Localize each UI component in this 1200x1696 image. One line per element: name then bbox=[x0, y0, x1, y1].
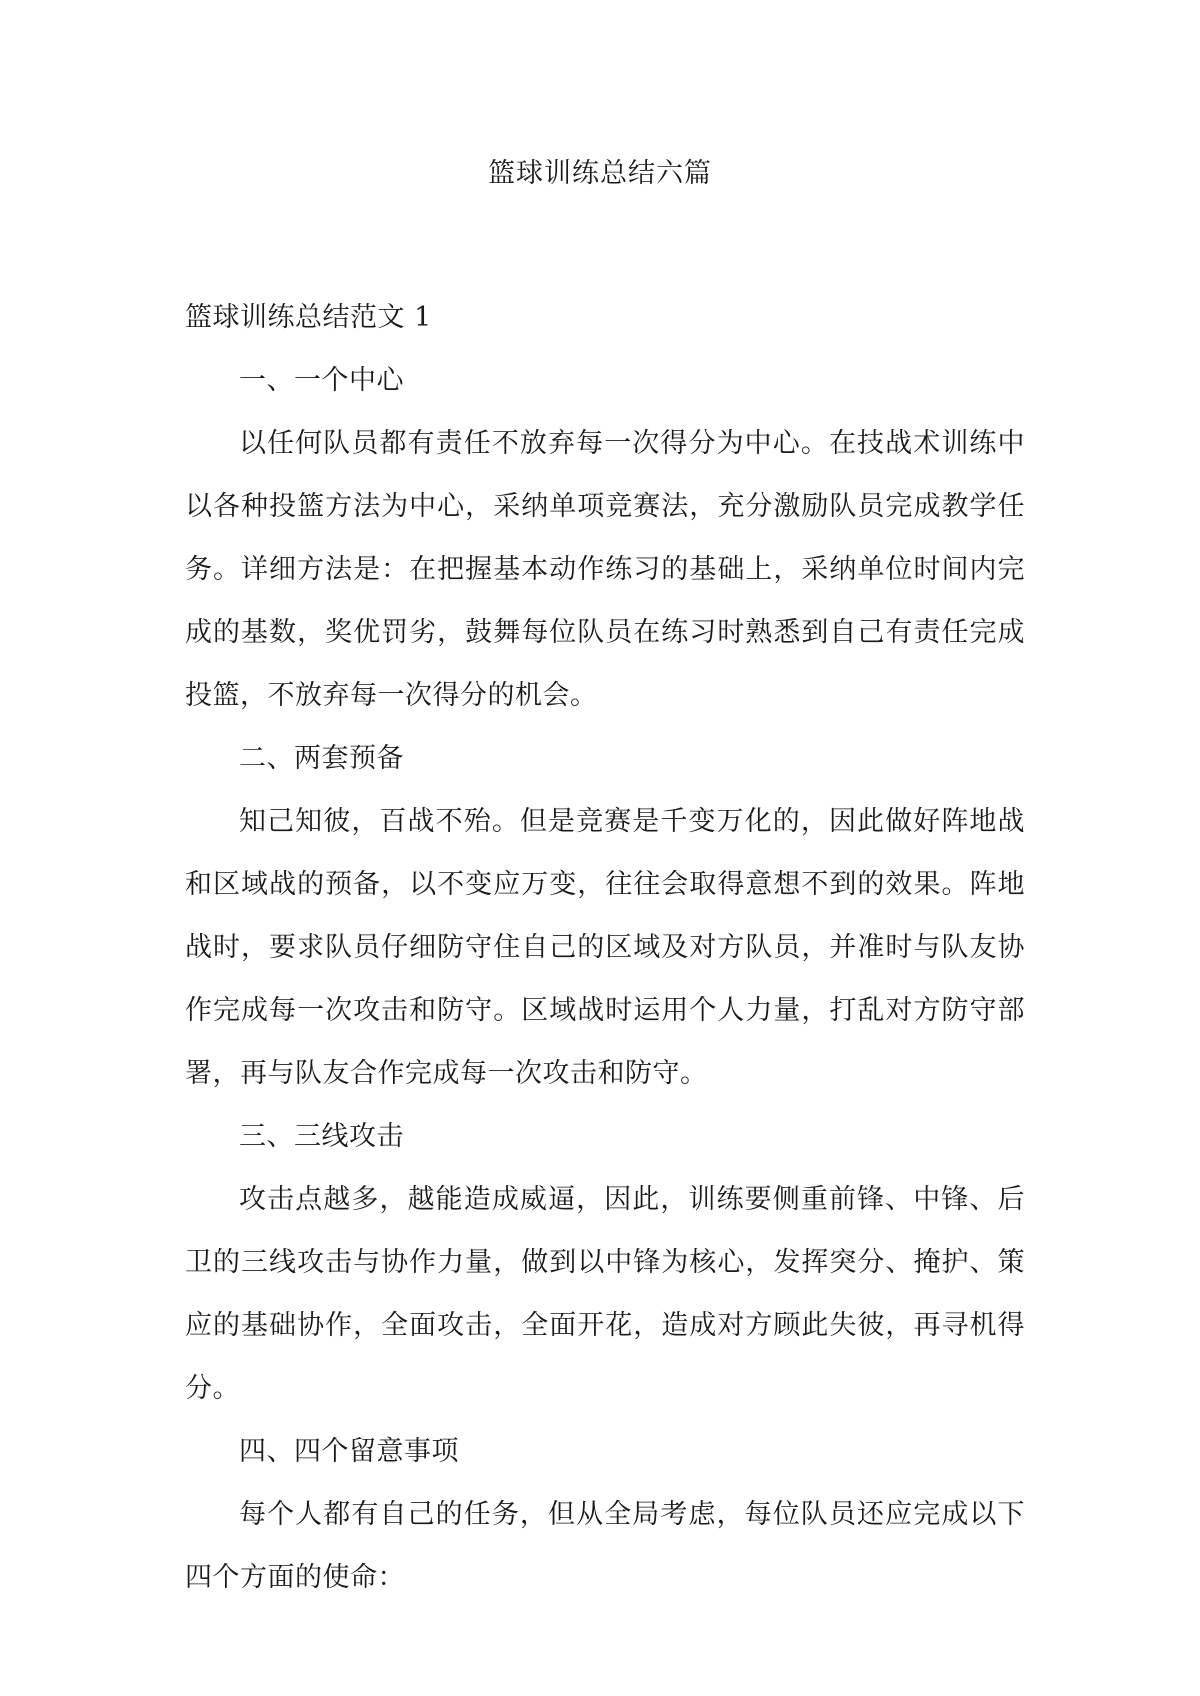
paragraph-one-center: 以任何队员都有责任不放弃每一次得分为中心。在技战术训练中以各种投篮方法为中心，采纳单项竞赛法，充分激励队员完成教学任务。详细方法是：在把握基本动作练习的基础上，采纳单位时间内完成的基数，奖优罚劣，鼓舞每位队员在练习时熟悉到自己有责任完成投篮，不放弃每一次得分的机会。 bbox=[185, 428, 1025, 711]
heading-four-notes: 四、四个留意事项 bbox=[239, 1436, 459, 1467]
paragraph-four-notes: 每个人都有自己的任务，但从全局考虑，每位队员还应完成以下四个方面的使命： bbox=[185, 1499, 1025, 1593]
heading-one-center: 一、一个中心 bbox=[239, 365, 404, 396]
document-body bbox=[185, 286, 1025, 1609]
document-title: 篮球训练总结六篇 bbox=[488, 158, 712, 189]
heading-three-line-attack: 三、三线攻击 bbox=[239, 1121, 404, 1152]
paragraph-three-line-attack: 攻击点越多，越能造成威逼，因此，训练要侧重前锋、中锋、后卫的三线攻击与协作力量，做到以中锋为核心，发挥突分、掩护、策应的基础协作，全面攻击，全面开花，造成对方顾此失彼，再寻机得分。 bbox=[185, 1184, 1025, 1404]
section-title: 篮球训练总结范文 1 bbox=[185, 302, 432, 333]
heading-two-preparations: 二、两套预备 bbox=[239, 743, 404, 774]
paragraph-two-preparations: 知己知彼，百战不殆。但是竞赛是千变万化的，因此做好阵地战和区域战的预备，以不变应万变，往往会取得意想不到的效果。阵地战时，要求队员仔细防守住自己的区域及对方队员，并准时与队友协作完成每一次攻击和防守。区域战时运用个人力量，打乱对方防守部署，再与队友合作完成每一次攻击和防守。 bbox=[185, 806, 1025, 1089]
